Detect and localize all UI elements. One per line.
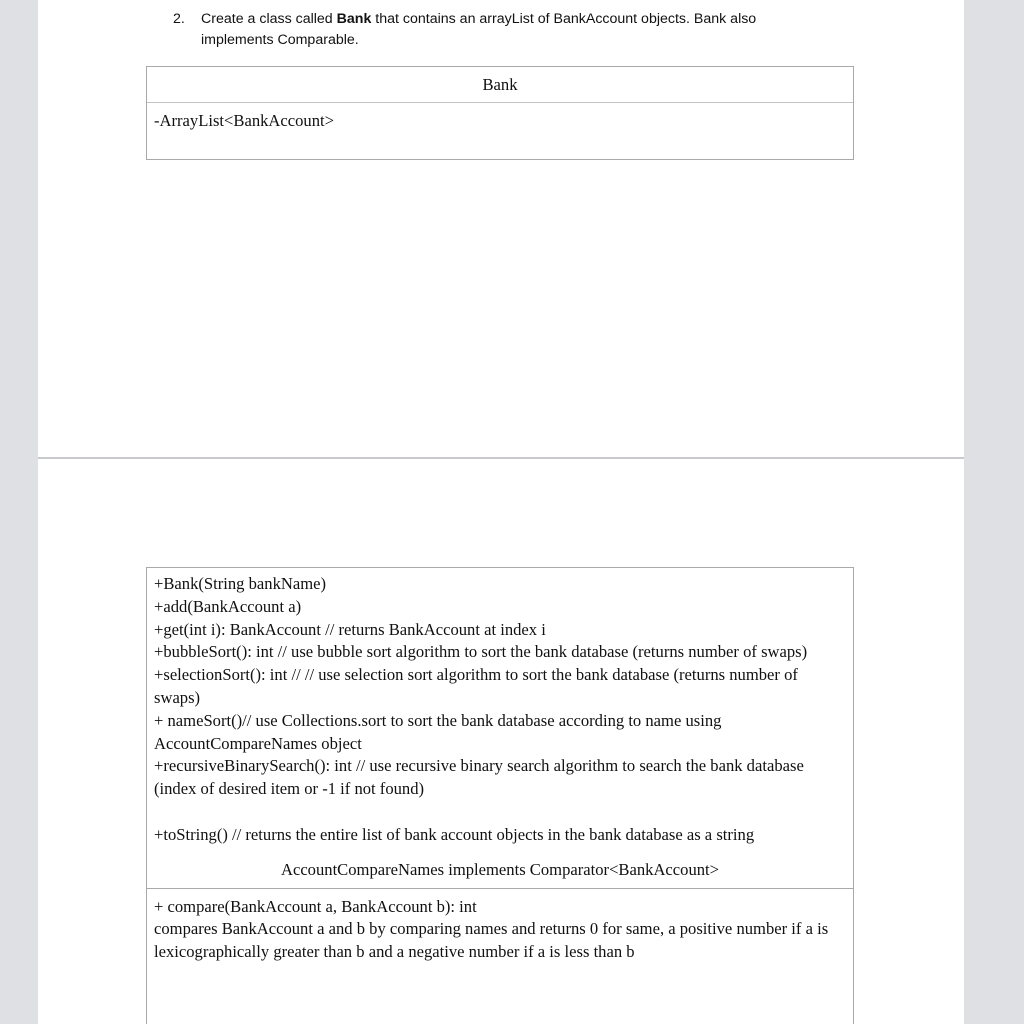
uml-bank-header-box bbox=[146, 66, 854, 160]
uml-method: +selectionSort(): int // // use selection sort algorithm to sort the bank database (returns number of swaps) bbox=[154, 665, 798, 707]
uml-method: + nameSort()// use Collections.sort to sort the bank database according to name using AccountCompareNames object bbox=[154, 710, 722, 753]
task-text-before: Create a class called bbox=[201, 11, 337, 27]
task-number: 2. bbox=[173, 11, 185, 27]
uml-field: -ArrayList<BankAccount> bbox=[154, 111, 334, 130]
task-instruction bbox=[173, 9, 813, 50]
uml-method: +get(int i): BankAccount // returns BankAccount at index i bbox=[154, 619, 546, 639]
uml-method: +Bank(String bankName) bbox=[154, 574, 327, 593]
blank-line bbox=[154, 801, 845, 824]
task-text bbox=[201, 9, 813, 50]
comparator-description: compares BankAccount a and b by comparing names and returns 0 for same, a positive number if a is lexicographically greater than b and a negative number if a is less than b bbox=[154, 919, 829, 962]
comparator-body bbox=[147, 889, 853, 964]
uml-method: +recursiveBinarySearch(): int // use recursive binary search algorithm to search the bank database (index of desired item or -1 if not found) bbox=[154, 756, 804, 799]
uml-method: +add(BankAccount a) bbox=[154, 596, 302, 616]
task-text-after: that contains an arrayList of BankAccount objects. Bank also implements Comparable. bbox=[201, 11, 757, 48]
comparator-class-name: AccountCompareNames implements Comparator<BankAccount> bbox=[147, 858, 853, 889]
uml-bank-methods-box bbox=[146, 567, 854, 1024]
uml-class-name: Bank bbox=[147, 67, 853, 103]
uml-methods-list bbox=[147, 568, 853, 847]
uml-method: +bubbleSort(): int // use bubble sort algorithm to sort the bank database (returns number of swaps) bbox=[154, 642, 808, 662]
uml-method-tostring: +toString() // returns the entire list of bank account objects in the bank database as a string bbox=[154, 824, 755, 844]
task-class-name: Bank bbox=[336, 11, 372, 27]
comparator-method: + compare(BankAccount a, BankAccount b): int bbox=[154, 896, 477, 916]
